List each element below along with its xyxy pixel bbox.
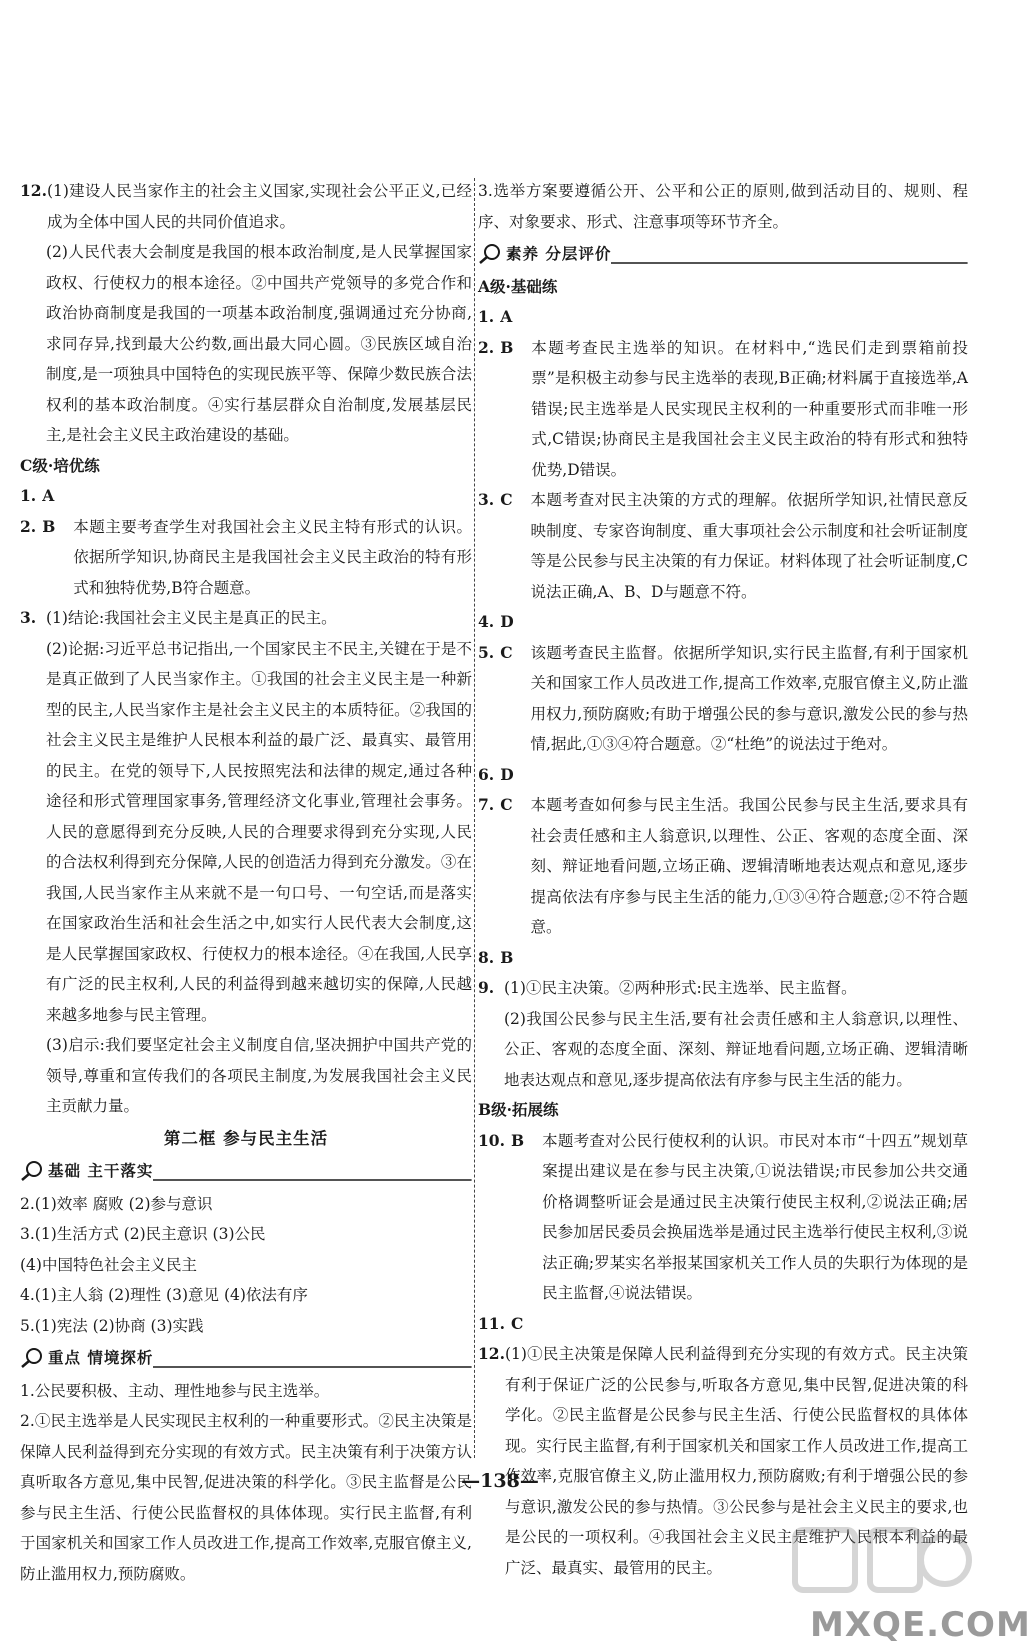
- answer-item-a1: [478, 302, 968, 333]
- answer-text: 本题考查如何参与民主生活。我国公民参与民主生活,要求具有社会责任感和主人翁意识,以理性、公正、客观的态度全面、深刻、辩证地看问题,立场正确、逻辑清晰地表达观点和意见,逐步提高依法有序参与民主生活的能力,①③④符合题意;②不符合题意。: [530, 796, 968, 936]
- answer-item-a3: [478, 485, 968, 607]
- basic-line: 5.(1)宪法 (2)协商 (3)实践: [20, 1316, 204, 1335]
- magnifier-icon: [478, 243, 504, 265]
- item-number: 4. D: [478, 612, 514, 631]
- item-number: 9.: [478, 978, 495, 997]
- right-column: [478, 176, 968, 1583]
- level-heading-a: A级·基础练: [478, 276, 558, 296]
- item-number: 12.: [478, 1344, 505, 1363]
- answer-item-a8: [478, 943, 968, 974]
- item-number: 11. C: [478, 1313, 524, 1333]
- key-line: 1.公民要积极、主动、理性地参与民主选举。: [20, 1381, 330, 1400]
- answer-text: (2)论据:习近平总书记指出,一个国家民主不民主,关键在于是不是真正做到了人民当家作主。①我国的社会主义民主是一种新型的民主,人民当家作主是社会主义民主的本质特征。②我国的社会主义民主是维护人民根本利益的最广泛、最真实、最管用的民主。在党的领导下,人民按照宪法和法律的规定,通过各种途径和形式管理国家事务,管理经济文化事业,管理社会事务。人民的意愿得到充分反映,人民的合理要求得到充分实现,人民的合法权利得到充分保障,人民的创造活力得到充分激发。③在我国,人民当家作主从来就不是一句口号、一句空话,而是落实在国家政治生活和社会生活之中,如实行人民代表大会制度,这是人民掌握国家政权、行使权力的根本途径。④在我国,人民享有广泛的民主权利,人民的利益得到越来越切实的保障,人民越来越多地参与民主管理。: [46, 639, 472, 1024]
- item-number: 1. A: [20, 486, 55, 505]
- left-column: [20, 176, 472, 1589]
- answer-item-12: [20, 176, 472, 237]
- answer-item-a7: [478, 790, 968, 943]
- answer-text: (1)①民主决策。②两种形式:民主选举、民主监督。: [504, 979, 857, 997]
- answer-item-a2: [478, 333, 968, 486]
- answer-item-b10: [478, 1126, 968, 1309]
- page-number: —138—: [461, 1470, 539, 1492]
- basic-line: (4)中国特色社会主义民主: [20, 1255, 197, 1274]
- item-number: 2. B: [20, 516, 56, 536]
- section-title: 第二框 参与民主生活: [163, 1128, 329, 1148]
- basic-line: 4.(1)主人翁 (2)理性 (3)意见 (4)依法有序: [20, 1286, 308, 1304]
- answer-text: (2)我国公民参与民主生活,要有社会责任感和主人翁意识,以理性、公正、客观的态度全面、深刻、辩证地看问题,立场正确、逻辑清晰地表达观点和意见,逐步提高依法有序参与民主生活的能力。: [504, 1009, 968, 1089]
- basic-line: 3.(1)生活方式 (2)民主意识 (3)公民: [20, 1225, 266, 1243]
- item-number: 6. D: [478, 764, 514, 784]
- section-header-eval: [478, 239, 968, 270]
- item-number: 7. C: [478, 795, 513, 814]
- section-header-label: 基础 主干落实: [48, 1161, 154, 1180]
- answer-item-c1: [20, 481, 472, 512]
- answer-item-b11: [478, 1309, 968, 1340]
- answer-item-c3: [20, 603, 472, 634]
- basic-line: 2.(1)效率 腐败 (2)参与意识: [20, 1194, 213, 1213]
- item-number: 5. C: [478, 642, 513, 662]
- answer-text: 本题主要考查学生对我国社会主义民主特有形式的认识。依据所学知识,协商民主是我国社会主义民主政治的特有形式和独特优势,B符合题意。: [73, 517, 472, 597]
- answer-text: 该题考查民主监督。依据所学知识,实行民主监督,有利于国家机关和国家工作人员改进工作,提高工作效率,克服官僚主义,防止滥用权力,预防腐败;有助于增强公民的参与意识,激发公民的参与热情,据此,①③④符合题意。②“杜绝”的说法过于绝对。: [530, 643, 968, 753]
- header-underline: [153, 1160, 472, 1182]
- answer-item-a9: [478, 973, 968, 1004]
- level-heading-b: B级·拓展练: [478, 1100, 559, 1119]
- item-number: 10. B: [478, 1130, 525, 1150]
- answer-text: (1)①民主决策是保障人民利益得到充分实现的有效方式。民主决策有利于保证广泛的公民参与,听取各方意见,集中民智,促进决策的科学化。②民主监督是公民参与民主生活、行使公民监督权的具体体现。实行民主监督,有利于国家机关和国家工作人员改进工作,提高工作效率,克服官僚主义,防止滥用权力,预防腐败;有利于增强公民的参与意识,激发公民的参与热情。③公民参与是社会主义民主的要求,也是公民的一项权利。④我国社会主义民主是维护人民根本利益的最广泛、最真实、最管用的民主。: [504, 1345, 968, 1577]
- magnifier-icon: [20, 1347, 46, 1369]
- item-number: 3.: [20, 608, 37, 627]
- answer-item-a4: [478, 607, 968, 638]
- item-number: 1. A: [478, 307, 513, 326]
- key-line: 2.①民主选举是人民实现民主权利的一种重要形式。②民主决策是保障人民利益得到充分实现的有效方式。民主决策有利于决策方认真听取各方意见,集中民智,促进决策的科学化。③民主监督是公民参与民主生活、行使公民监督权的具体体现。实行民主监督,有利于国家机关和国家工作人员改进工作,提高工作效率,克服官僚主义,防止滥用权力,预防腐败。: [20, 1412, 472, 1583]
- answer-text: 本题考查对公民行使权利的认识。市民对本市“十四五”规划草案提出建议是在参与民主决策,①说法错误;市民参加公共交通价格调整听证会是通过民主决策行使民主权利,②说法正确;居民参加居民委员会换届选举是通过民主选举行使民主权利,③说法正确;罗某实名举报某国家机关工作人员的失职行为体现的是民主监督,④说法错误。: [542, 1131, 968, 1302]
- answer-text: 3.选举方案要遵循公开、公平和公正的原则,做到活动目的、规则、程序、对象要求、形式、注意事项等环节齐全。: [478, 182, 968, 231]
- answer-item-a6: [478, 760, 968, 791]
- section-header-label: 素养 分层评价: [506, 244, 612, 263]
- column-divider: [474, 178, 475, 1458]
- answer-text: 本题考查民主选举的知识。在材料中,“选民们走到票箱前投票”是积极主动参与民主选举的表现,B正确;材料属于直接选举,A错误;民主选举是人民实现民主权利的一种重要形式而非唯一形式,C错误;协商民主是我国社会主义民主政治的特有形式和独特优势,D错误。: [531, 338, 968, 479]
- item-number: 3. C: [478, 490, 513, 509]
- answer-text: (3)启示:我们要坚定社会主义制度自信,坚决拥护中国共产党的领导,尊重和宣传我们的各项民主制度,为发展我国社会主义民主贡献力量。: [46, 1036, 472, 1115]
- section-header-label: 重点 情境探析: [48, 1348, 154, 1367]
- level-heading-c: C级·培优练: [20, 455, 100, 475]
- answer-text: (1)结论:我国社会主义民主是真正的民主。: [46, 609, 337, 627]
- answer-text: (1)建设人民当家作主的社会主义国家,实现社会公平正义,已经成为全体中国人民的共同价值追求。: [46, 182, 472, 231]
- item-number: 8. B: [478, 947, 514, 967]
- item-number: 2. B: [478, 337, 514, 357]
- answer-text: (2)人民代表大会制度是我国的根本政治制度,是人民掌握国家政权、行使权力的根本途径。②中国共产党领导的多党合作和政治协商制度是我国的一项基本政治制度,强调通过充分协商,求同存异,找到最大公约数,画出最大同心圆。③民族区域自治制度,是一项独具中国特色的实现民族平等、保障少数民族合法权利的基本政治制度。④实行基层群众自治制度,发展基层民主,是社会主义民主政治建设的基础。: [46, 243, 472, 444]
- section-header-key: [20, 1343, 472, 1374]
- header-underline: [611, 243, 968, 265]
- answer-item-a5: [478, 638, 968, 760]
- magnifier-icon: [20, 1160, 46, 1182]
- answer-text: 本题考查对民主决策的方式的理解。依据所学知识,社情民意反映制度、专家咨询制度、重大事项社会公示制度和社会听证制度等是公民参与民主决策的有力保证。材料体现了社会听证制度,C说法正确,A、B、D与题意不符。: [530, 491, 968, 601]
- watermark-text: MXQE.COM: [810, 1605, 1031, 1645]
- answer-item-c2: [20, 512, 472, 604]
- section-header-basic: [20, 1156, 472, 1187]
- item-number: 12.: [20, 181, 47, 200]
- header-underline: [153, 1347, 472, 1369]
